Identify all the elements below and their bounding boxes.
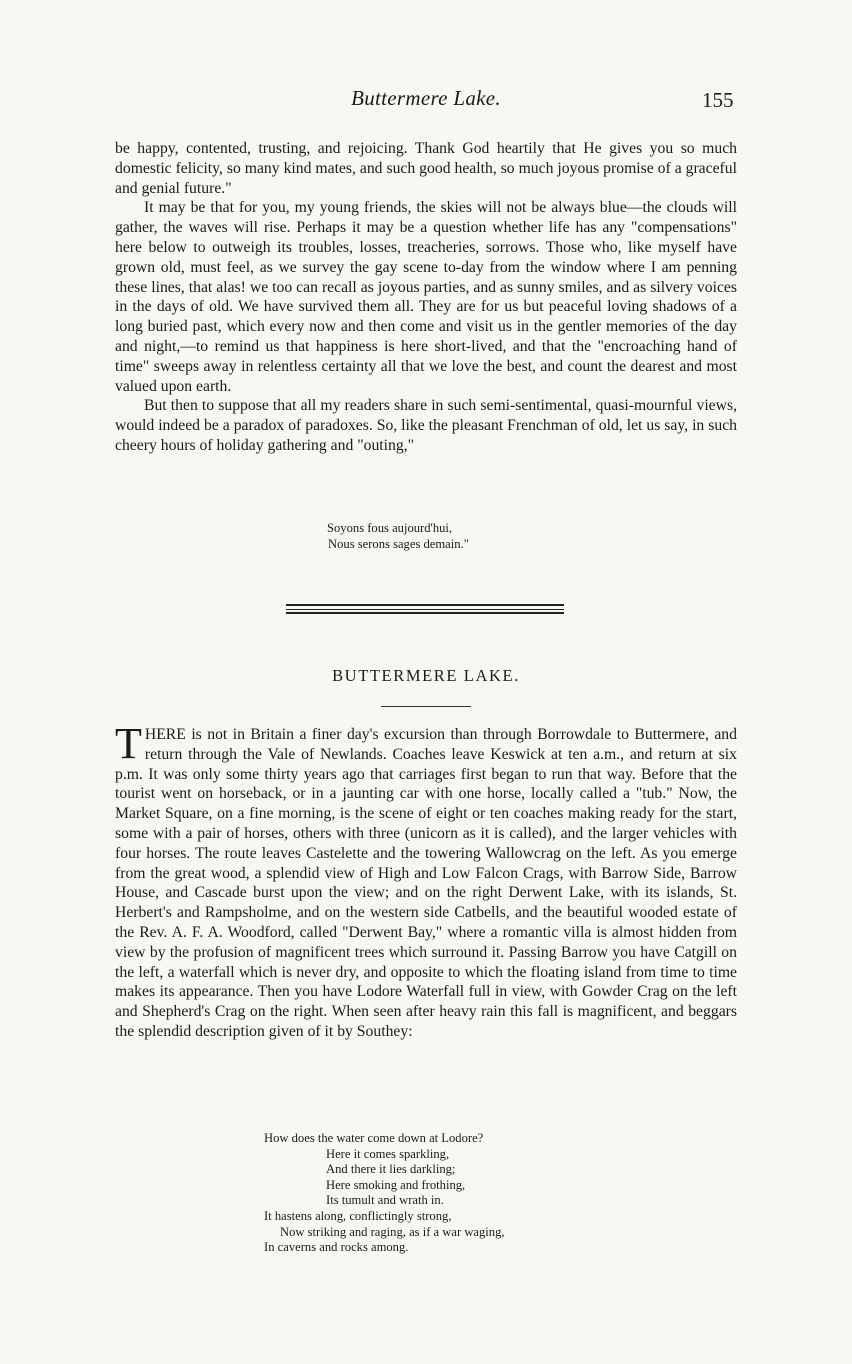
verse-line: Here smoking and frothing, (326, 1177, 466, 1192)
couplet-line: Nous serons sages demain." (328, 536, 469, 551)
verse-line: Now striking and raging, as if a war waging, (280, 1224, 505, 1239)
title-underline (381, 706, 471, 707)
drop-cap: T (115, 719, 142, 768)
running-head (0, 86, 852, 116)
section-divider-thick (286, 604, 564, 606)
paragraph-excursion-text: HERE is not in Britain a finer day's excursion than through Borrowdale to Buttermere, and return through the Vale of Newlands. Coaches leave Keswick at ten a.m., and return at six p.m. It was only some thirty years ago that carriages first began to run that way. Before that the tourist went on horseback, or in a jaunting car with one horse, locally called a "tub." Now, the Market Square, on a fine morning, is the scene of eight or ten coaches making ready for the start, some with a pair of horses, others with three (unicorn as it is called), and the larger vehicles with four horses. The route leaves Castelette and the towering Wallowcrag on the left. As you emerge from the great wood, a splendid view of High and Low Falcon Crags, with Barrow Side, Barrow House, and Cascade burst upon the view; and on the right Derwent Lake, with its islands, St. Herbert's and Rampsholme, and on the western side Catbells, and the beautiful wooded estate of the Rev. A. F. A. Woodford, called "Derwent Bay," where a romantic villa is almost hidden from view by the profusion of magnificent trees which surround it. Passing Barrow you have Catgill on the left, a waterfall which is never dry, and opposite to which the floating island from time to time makes its appearance. Then you have Lodore Waterfall full in view, with Gowder Crag on the left and Shepherd's Crag on the right. When seen after heavy rain this fall is magnificent, and beggars the splendid description given of it by Southey: (115, 726, 737, 1040)
section-title: BUTTERMERE LAKE. (332, 666, 520, 685)
verse-line: Here it comes sparkling, (326, 1146, 450, 1161)
paragraph-continuation: be happy, contented, trusting, and rejoicing. Thank God heartily that He gives you so much domestic felicity, so many kind mates, and such good health, so much joyous promise of a graceful and genial future." (115, 140, 737, 197)
buttermere-passage (115, 719, 737, 1042)
paragraph-excursion (115, 719, 737, 1042)
paragraph-reflection: It may be that for you, my young friends, the skies will not be always blue—the clouds will gather, the waves will rise. Perhaps it may be a question whether life has any "compensations" here below to outweigh its troubles, losses, treacheries, sorrows. Those who, like myself have grown old, must feel, as we survey the gay scene to-day from the window where I am penning these lines, that alas! we too can recall as joyous parties, and as sunny smiles, and as silvery voices in the days of old. We have survived them all. They are for us but peaceful loving shadows of a long buried past, which every now and then come and visit us in the gentler memories of the day and night,—to remind us that happiness is here short-lived, and that the "encroaching hand of time" sweeps away in relentless certainty all that we love the best, and count the dearest and most valued upon earth. (115, 199, 737, 395)
verse-line: And there it lies darkling; (326, 1162, 456, 1177)
couplet-line: Soyons fous aujourd'hui, (327, 521, 453, 535)
section-divider-thick (286, 612, 564, 614)
section-divider-thin (286, 609, 564, 610)
verse-line: In caverns and rocks among. (264, 1240, 409, 1255)
verse-line: How does the water come down at Lodore? (264, 1131, 484, 1145)
southey-verse (264, 1131, 505, 1256)
running-title: Buttermere Lake. (351, 86, 501, 110)
french-couplet (327, 521, 469, 552)
verse-line: Its tumult and wrath in. (326, 1193, 444, 1208)
paragraph-frenchman: But then to suppose that all my readers share in such semi-sentimental, quasi-mournful views, would indeed be a paradox of paradoxes. So, like the pleasant Frenchman of old, let us say, in such cheery hours of holiday gathering and "outing," (115, 397, 737, 454)
page-number: 155 (702, 88, 734, 112)
passage-before-section (115, 139, 737, 456)
verse-line: It hastens along, conflictingly strong, (264, 1208, 452, 1223)
